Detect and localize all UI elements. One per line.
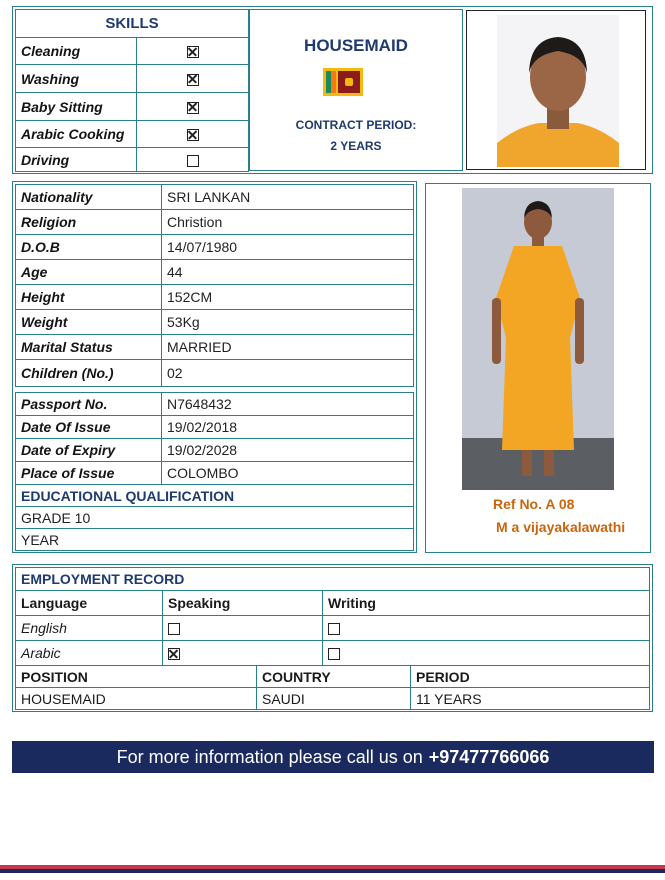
header-block: [249, 9, 463, 171]
skill-label: Washing: [16, 65, 137, 93]
writing-checkbox[interactable]: [323, 616, 650, 641]
field-label: Weight: [16, 310, 162, 335]
field-value: COLOMBO: [162, 462, 414, 485]
employment-title: EMPLOYMENT RECORD: [16, 568, 650, 591]
skill-label: Driving: [16, 148, 137, 172]
field-value: Christion: [162, 210, 414, 235]
field-value: 19/02/2018: [162, 416, 414, 439]
skill-label: Cleaning: [16, 38, 137, 65]
position-header: POSITION: [16, 666, 257, 688]
field-value: 152CM: [162, 285, 414, 310]
education-title: EDUCATIONAL QUALIFICATION: [16, 485, 414, 507]
field-label: Nationality: [16, 185, 162, 210]
contract-period-value: 2 YEARS: [330, 139, 382, 153]
skill-checkbox[interactable]: [137, 65, 249, 93]
full-photo-frame: [425, 183, 651, 553]
personal-details-table: [15, 184, 414, 386]
field-label: Date Of Issue: [16, 416, 162, 439]
ref-number: Ref No. A 08: [493, 496, 575, 512]
field-value: 44: [162, 260, 414, 285]
skill-label: Arabic Cooking: [16, 121, 137, 148]
field-value: MARRIED: [162, 335, 414, 360]
contact-phone[interactable]: +97477766066: [428, 746, 550, 767]
skill-checkbox[interactable]: [137, 93, 249, 121]
checked-box-icon: [187, 129, 199, 141]
field-value: 14/07/1980: [162, 235, 414, 260]
job-country: SAUDI: [257, 688, 411, 710]
portrait-photo: [497, 15, 619, 167]
field-label: Date of Expiry: [16, 439, 162, 462]
passport-table: [15, 392, 414, 484]
contract-period-label: CONTRACT PERIOD:: [295, 118, 417, 132]
field-value: 02: [162, 360, 414, 387]
field-label: Height: [16, 285, 162, 310]
language-table: [15, 567, 650, 665]
field-label: Passport No.: [16, 393, 162, 416]
skill-label: Baby Sitting: [16, 93, 137, 121]
candidate-name: M a vijayakalawathi: [496, 519, 626, 535]
job-table: [15, 665, 650, 709]
contact-text: For more information please call us on: [116, 746, 423, 767]
field-value: SRI LANKAN: [162, 185, 414, 210]
unchecked-box-icon: [168, 623, 180, 635]
speaking-header: Speaking: [163, 591, 323, 616]
skill-checkbox[interactable]: [137, 38, 249, 65]
field-label: Age: [16, 260, 162, 285]
field-label: Children (No.): [16, 360, 162, 387]
field-label: Place of Issue: [16, 462, 162, 485]
skills-title: SKILLS: [16, 10, 249, 38]
skill-checkbox[interactable]: [137, 121, 249, 148]
unchecked-box-icon: [328, 648, 340, 660]
field-label: Marital Status: [16, 335, 162, 360]
page-title: HOUSEMAID: [304, 36, 408, 55]
checked-box-icon: [187, 102, 199, 114]
skill-checkbox[interactable]: [137, 148, 249, 172]
education-year: YEAR: [16, 529, 414, 551]
portrait-photo-frame: [466, 10, 646, 170]
job-position: HOUSEMAID: [16, 688, 257, 710]
sri-lanka-flag-icon: [323, 68, 363, 96]
field-value: N7648432: [162, 393, 414, 416]
field-value: 19/02/2028: [162, 439, 414, 462]
writing-header: Writing: [323, 591, 650, 616]
speaking-checkbox[interactable]: [163, 641, 323, 666]
field-label: D.O.B: [16, 235, 162, 260]
checked-box-icon: [168, 648, 180, 660]
country-header: COUNTRY: [257, 666, 411, 688]
education-grade: GRADE 10: [16, 507, 414, 529]
field-label: Religion: [16, 210, 162, 235]
checked-box-icon: [187, 74, 199, 86]
unchecked-box-icon: [187, 155, 199, 167]
language-name: Arabic: [16, 641, 163, 666]
bottom-stripe-navy: [0, 869, 665, 873]
language-name: English: [16, 616, 163, 641]
contact-banner: [12, 741, 654, 773]
education-table: [15, 484, 414, 550]
field-value: 53Kg: [162, 310, 414, 335]
period-header: PERIOD: [411, 666, 650, 688]
language-header: Language: [16, 591, 163, 616]
job-period: 11 YEARS: [411, 688, 650, 710]
unchecked-box-icon: [328, 623, 340, 635]
full-body-photo: [462, 188, 614, 490]
skills-table: [15, 9, 249, 171]
checked-box-icon: [187, 46, 199, 58]
writing-checkbox[interactable]: [323, 641, 650, 666]
speaking-checkbox[interactable]: [163, 616, 323, 641]
